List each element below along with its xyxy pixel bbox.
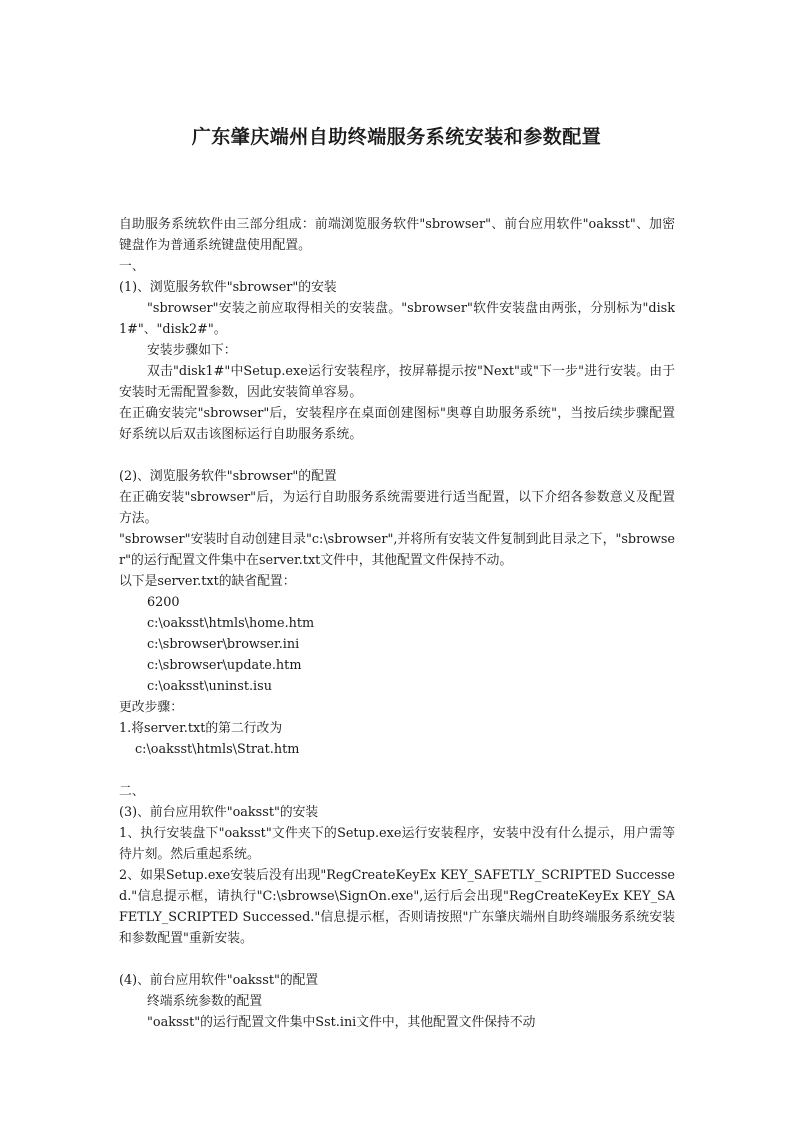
paragraph-spacer [119, 760, 675, 781]
config-line: c:\oaksst\htmls\home.htm [147, 616, 315, 631]
paragraph: 2、如果Setup.exe安装后没有出现"RegCreateKeyEx KEY_SAFETLY_SCRIPTED Successed."信息提示框，请执行"C:\sbrowse\SignOn.exe",运行后会出现"RegCreateKeyEx KEY_SAFETLY_SCRIPTED Successed."信息提示框，否则请按照"广东肇庆端州自助终端服务系统安装和参数配置"重新安装。 [119, 868, 675, 946]
paragraph: "sbrowser"安装之前应取得相关的安装盘。"sbrowser"软件安装盘由两张，分别标为"disk1#"、"disk2#"。 [119, 301, 675, 337]
paragraph: 双击"disk1#"中Setup.exe运行安装程序，按屏幕提示按"Next"或"下一步"进行安装。由于安装时无需配置参数，因此安装简单容易。 [119, 364, 675, 400]
config-line: c:\oaksst\uninst.isu [147, 679, 272, 694]
paragraph: 在正确安装"sbrowser"后，为运行自助服务系统需要进行适当配置，以下介绍各参数意义及配置方法。 [119, 490, 675, 526]
paragraph: "oaksst"的运行配置文件集中Sst.ini文件中，其他配置文件保持不动 [147, 1015, 536, 1030]
paragraph: 1、执行安装盘下"oaksst"文件夹下的Setup.exe运行安装程序，安装中没有什么提示，用户需等待片刻。然后重起系统。 [119, 826, 675, 862]
paragraph: "sbrowser"安装时自动创建目录"c:\sbrowser",并将所有安装文件复制到此目录之下，"sbrowser"的运行配置文件集中在server.txt文件中，其他配置文件保持不动。 [119, 532, 675, 568]
config-line: 6200 [147, 595, 180, 610]
paragraph: 自助服务系统软件由三部分组成：前端浏览服务软件"sbrowser"、前台应用软件"oaksst"、加密键盘作为普通系统键盘使用配置。 [119, 217, 675, 253]
paragraph: (3)、前台应用软件"oaksst"的安装 [119, 805, 319, 820]
document-body [119, 214, 675, 1033]
paragraph: 二、 [119, 784, 145, 799]
paragraph-spacer [119, 949, 675, 970]
document-title: 广东肇庆端州自助终端服务系统安装和参数配置 [191, 126, 602, 148]
paragraph: 终端系统参数的配置 [147, 994, 263, 1009]
paragraph: (1)、浏览服务软件"sbrowser"的安装 [119, 280, 337, 295]
config-line: c:\sbrowser\update.htm [147, 658, 302, 673]
config-line: c:\oaksst\htmls\Strat.htm [135, 742, 300, 757]
paragraph-spacer [119, 445, 675, 466]
paragraph: 以下是server.txt的缺省配置： [119, 574, 296, 589]
paragraph: 安装步骤如下： [147, 343, 237, 358]
paragraph: 1.将server.txt的第二行改为 [119, 721, 283, 736]
paragraph: (4)、前台应用软件"oaksst"的配置 [119, 973, 319, 988]
paragraph: (2)、浏览服务软件"sbrowser"的配置 [119, 469, 337, 484]
paragraph: 一、 [119, 259, 145, 274]
paragraph: 在正确安装完"sbrowser"后，安装程序在桌面创建图标"奥尊自助服务系统"，当按后续步骤配置好系统以后双击该图标运行自助服务系统。 [119, 406, 675, 442]
paragraph: 更改步骤： [119, 700, 183, 715]
config-line: c:\sbrowser\browser.ini [147, 637, 300, 652]
